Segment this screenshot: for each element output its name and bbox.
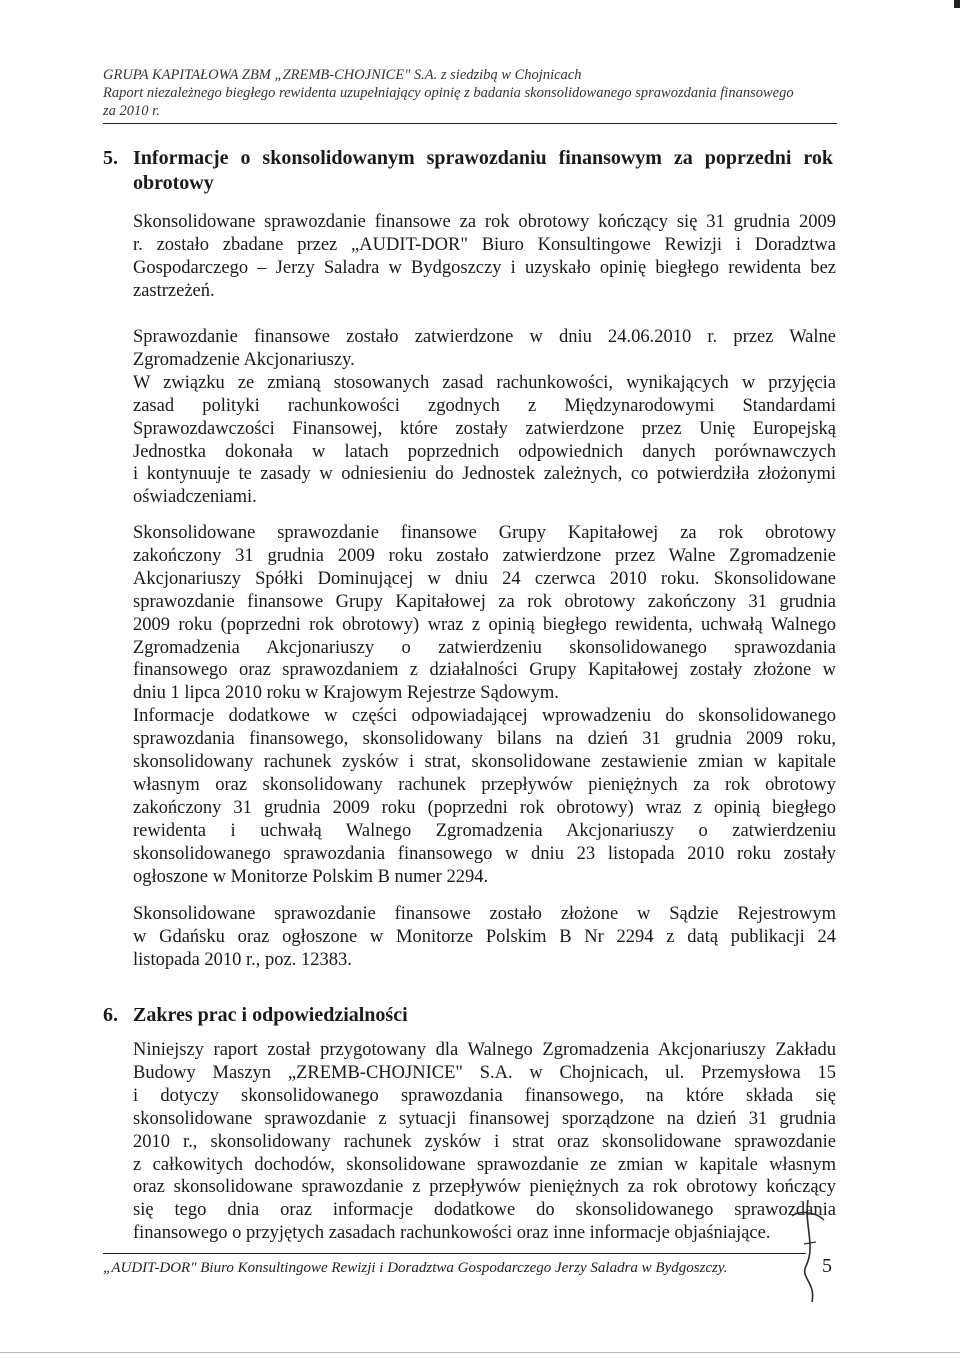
text-line: Jednostka dokonała w latach poprzednich odpowiednich danych porównawczych	[133, 441, 836, 462]
section-5-heading	[103, 146, 837, 171]
header-report-title: Raport niezależnego biegłego rewidenta uzupełniający opinię z badania skonsolidowanego sprawozdania finansowego	[103, 85, 794, 101]
signature-initials	[786, 1196, 830, 1306]
text-line: zakończony 31 grudnia 2009 roku (poprzedni rok obrotowy) wraz z opinią biegłego	[133, 797, 836, 818]
text-line: 2009 roku (poprzedni rok obrotowy) wraz z opinią biegłego rewidenta, uchwałą Walnego	[133, 614, 836, 635]
text-line: z całkowitych dochodów, skonsolidowane sprawozdanie ze zmian w kapitale własnym	[133, 1154, 836, 1175]
text-line: zakończony 31 grudnia 2009 roku zostało zatwierdzone przez Walne Zgromadzenie	[133, 545, 836, 566]
text-line: w Gdańsku oraz ogłoszone w Monitorze Polskim B Nr 2294 z datą publikacji 24	[133, 926, 836, 947]
scan-bottom-edge	[0, 1352, 960, 1353]
text-line: r. zostało zbadane przez „AUDIT-DOR" Biuro Konsultingowe Rewizji i Doradztwa	[133, 234, 836, 255]
section-6-heading	[103, 1003, 837, 1028]
text-line: Budowy Maszyn „ZREMB-CHOJNICE" S.A. w Chojnicach, ul. Przemysłowa 15	[133, 1062, 836, 1083]
text-line: sprawozdania finansowego, skonsolidowany bilans na dzień 31 grudnia 2009 roku,	[133, 729, 836, 750]
text-line: rewidenta i uchwałą Walnego Zgromadzenia Akcjonariuszy o zatwierdzeniu	[133, 820, 836, 841]
text-line: skonsolidowanego sprawozdania finansowego w dniu 23 listopada 2010 roku zostały	[133, 843, 836, 864]
text-line: finansowego o przyjętych zasadach rachunkowości oraz inne informacje objaśniające.	[133, 1223, 771, 1244]
header-report-year: za 2010 r.	[103, 103, 160, 119]
text-line: skonsolidowany rachunek zysków i strat, skonsolidowane zestawienie zmian w kapitale	[133, 752, 836, 773]
footer-rule	[103, 1253, 806, 1254]
section-5-paragraph-4	[133, 903, 836, 972]
text-line: dniu 1 lipca 2010 roku w Krajowym Rejestrze Sądowym.	[133, 683, 559, 704]
text-line: i dotyczy skonsolidowanego sprawozdania finansowego, na które składa się	[133, 1085, 836, 1106]
text-line: Skonsolidowane sprawozdanie finansowe Grupy Kapitałowej za rok obrotowy	[133, 523, 836, 543]
text-line: ogłoszone w Monitorze Polskim B numer 2294.	[133, 866, 489, 887]
text-line: sprawozdanie finansowe Grupy Kapitałowej za rok obrotowy zakończony 31 grudnia	[133, 591, 836, 612]
text-line: Akcjonariuszy Spółki Dominującej w dniu 24 czerwca 2010 roku. Skonsolidowane	[133, 568, 836, 589]
section-5-paragraph-3	[133, 522, 836, 889]
section-6-number: 6.	[103, 1004, 118, 1026]
text-line: listopada 2010 r., poz. 12383.	[133, 949, 352, 970]
scan-edge-mark	[954, 0, 960, 8]
text-line: Informacje dodatkowe w części odpowiadającej wprowadzeniu do skonsolidowanego	[133, 706, 836, 727]
section-6-paragraph-1	[133, 1039, 836, 1245]
text-line: skonsolidowane sprawozdanie z sytuacji finansowej sporządzone na dzień 31 grudnia	[133, 1108, 836, 1129]
text-line: zasad polityki rachunkowości zgodnych z Międzynarodowymi Standardami	[133, 395, 836, 416]
text-line: oświadczeniami.	[133, 487, 257, 508]
text-line: finansowego oraz sprawozdaniem z działalności Grupy Kapitałowej zostały złożone w	[133, 660, 836, 681]
text-line: Niniejszy raport został przygotowany dla Walnego Zgromadzenia Akcjonariuszy Zakładu	[133, 1040, 836, 1060]
text-line: Zgromadzenie Akcjonariuszy.	[133, 349, 355, 370]
text-line: własnym oraz skonsolidowany rachunek przepływów pieniężnych za rok obrotowy	[133, 774, 836, 795]
header-rule	[103, 123, 837, 124]
text-line: się tego dnia oraz informacje dodatkowe do skonsolidowanego sprawozdania	[133, 1200, 836, 1221]
text-line: Skonsolidowane sprawozdanie finansowe za rok obrotowy kończący się 31 grudnia 2009	[133, 212, 836, 232]
text-line: oraz skonsolidowane sprawozdanie z przepływów pieniężnych za rok obrotowy kończący	[133, 1177, 836, 1198]
section-5-paragraph-1	[133, 211, 836, 303]
text-line: Zgromadzenia Akcjonariuszy o zatwierdzeniu skonsolidowanego sprawozdania	[133, 637, 836, 658]
text-line: zastrzeżeń.	[133, 280, 215, 301]
text-line: W związku ze zmianą stosowanych zasad rachunkowości, wynikających w przyjęcia	[133, 372, 836, 393]
section-5-title-line1: Informacje o skonsolidowanym sprawozdaniu finansowym za poprzedni rok	[133, 147, 833, 169]
text-line: Sprawozdawczości Finansowej, które zostały zatwierdzone przez Unię Europejską	[133, 418, 836, 439]
text-line: Sprawozdanie finansowe zostało zatwierdzone w dniu 24.06.2010 r. przez Walne	[133, 327, 836, 347]
section-6-title: Zakres prac i odpowiedzialności	[133, 1004, 408, 1026]
text-line: Skonsolidowane sprawozdanie finansowe zostało złożone w Sądzie Rejestrowym	[133, 904, 836, 924]
text-line: Gospodarczego – Jerzy Saladra w Bydgoszczy i uzyskało opinię biegłego rewidenta bez	[133, 257, 836, 278]
document-header	[103, 66, 837, 120]
text-line: i kontynuuje te zasady w odniesieniu do Jednostek zależnych, co potwierdziła złożonymi	[133, 464, 836, 485]
text-line: 2010 r., skonsolidowany rachunek zysków i strat oraz skonsolidowane sprawozdanie	[133, 1131, 836, 1152]
section-5-paragraph-2	[133, 326, 836, 509]
header-company: GRUPA KAPITAŁOWA ZBM „ZREMB-CHOJNICE" S.A. z siedzibą w Chojnicach	[103, 67, 582, 83]
page-number: 5	[822, 1255, 832, 1277]
section-5-title-line2: obrotowy	[133, 172, 214, 194]
footer-text: „AUDIT-DOR" Biuro Konsultingowe Rewizji i Doradztwa Gospodarczego Jerzy Saladra w Bydgoszczy.	[103, 1260, 728, 1276]
section-5-number: 5.	[103, 147, 118, 169]
